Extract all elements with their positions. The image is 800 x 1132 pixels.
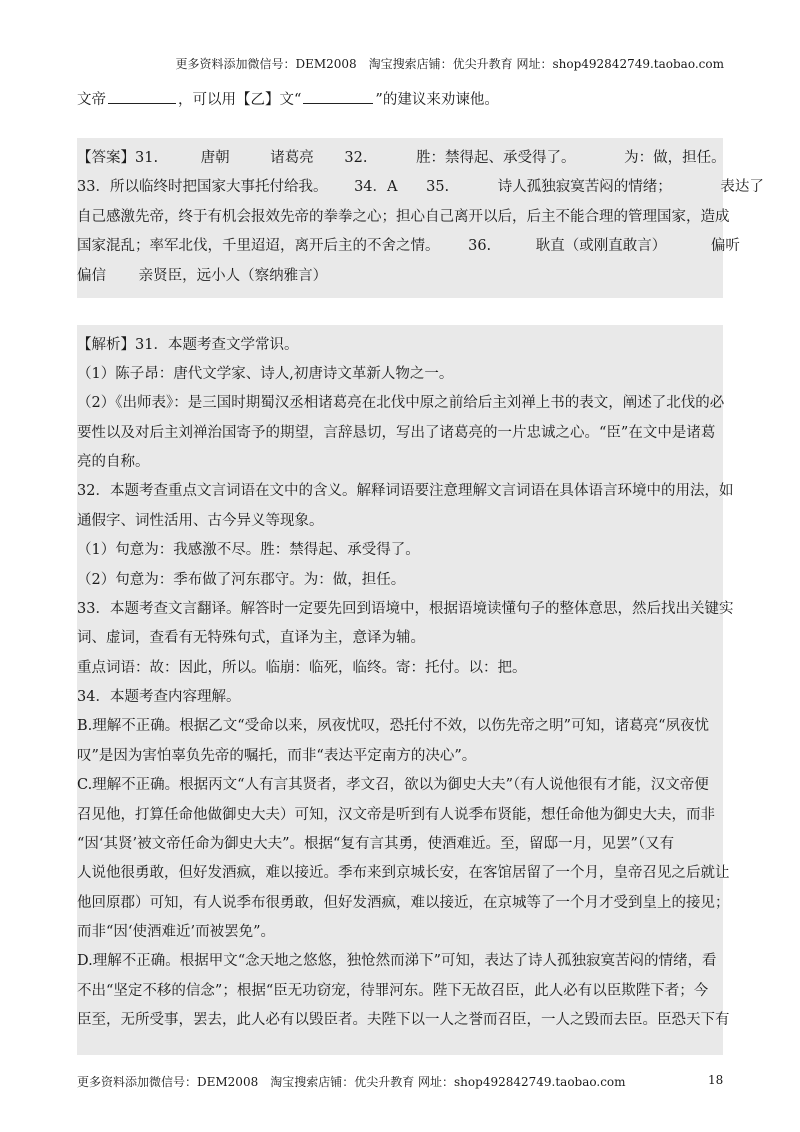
page-footer: 更多资料添加微信号：DEM2008 淘宝搜索店铺：优尖升教育 网址：shop492842749.taobao.com bbox=[77, 1075, 626, 1089]
answer-line bbox=[77, 177, 764, 197]
answer-36b: 偏听 bbox=[710, 238, 740, 254]
analysis-line: 而非“因‘使酒难近’而被罢免”。 bbox=[77, 924, 276, 940]
answer-line bbox=[77, 236, 740, 256]
page-header: 更多资料添加微信号：DEM2008 淘宝搜索店铺：优尖升教育 网址：shop492842749.taobao.com bbox=[175, 57, 724, 71]
analysis-line: C.理解不正确。根据丙文“人有言其贤者，孝文召，欲以为御史大夫”（有人说他很有才能，汉文帝便 bbox=[77, 777, 709, 793]
answer-35b: 表达了 bbox=[720, 179, 764, 195]
answer-line bbox=[77, 148, 726, 168]
answer-35-num: 35. bbox=[426, 179, 450, 195]
answer-line bbox=[77, 266, 723, 286]
analysis-line: （2）《出师表》：是三国时期蜀汉丞相诸葛亮在北伐中原之前给后主刘禅上书的表文，阐述了北伐的必 bbox=[77, 395, 725, 411]
answer-34: 34．A bbox=[354, 179, 398, 195]
analysis-line: （1）陈子昂：唐代文学家、诗人,初唐诗文革新人物之一。 bbox=[77, 366, 454, 382]
analysis-line: 词、虚词，查看有无特殊句式，直译为主，意译为辅。 bbox=[77, 630, 425, 646]
answer-31b: 诸葛亮 bbox=[270, 150, 314, 166]
analysis-line: 要性以及对后主刘禅治国寄予的期望，言辞恳切，写出了诸葛亮的一片忠诚之心。“臣”在文中是诸葛 bbox=[77, 425, 716, 441]
blank-underline bbox=[303, 91, 373, 104]
blank-underline bbox=[108, 91, 176, 104]
analysis-line: 臣至，无所受事，罢去，此人必有以毁臣者。夫陛下以一人之誉而召臣，一人之毁而去臣。臣恐天下有 bbox=[77, 1012, 730, 1028]
analysis-line: 32．本题考查重点文言词语在文中的含义。解释词语要注意理解文言词语在具体语言环境中的用法，如 bbox=[77, 483, 734, 499]
analysis-line: （2）句意为：季布做了河东郡守。为：做，担任。 bbox=[77, 572, 406, 588]
answer-36d: 亲贤臣，远小人（察纳雅言） bbox=[138, 268, 328, 284]
answer-label: 【答案】31. bbox=[77, 150, 159, 166]
answer-line: 自己感激先帝，终于有机会报效先帝的拳拳之心；担心自己离开以后，后主不能合理的管理国家，造成 bbox=[77, 209, 730, 225]
analysis-line: 叹”是因为害怕辜负先帝的嘱托，而非“表达平定南方的决心”。 bbox=[77, 748, 477, 764]
answer-32b: 为：做，担任。 bbox=[624, 150, 726, 166]
answer-31a: 唐朝 bbox=[200, 150, 230, 166]
answer-36a: 耿直（或刚直敢言） bbox=[535, 238, 667, 254]
analysis-line: 33．本题考查文言翻译。解答时一定要先回到语境中，根据语境读懂句子的整体意思，然后找出关键实 bbox=[77, 601, 734, 617]
analysis-line: 召见他，打算任命他做御史大夫）可知，汉文帝是听到有人说季布贤能，想任命他为御史大夫，而非 bbox=[77, 807, 715, 823]
analysis-line: 他回原郡）可知，有人说季布很勇敢，但好发酒疯，难以接近，在京城等了一个月才受到皇上的接见； bbox=[77, 895, 730, 911]
intro-line bbox=[77, 90, 723, 110]
answer-36-num: 36. bbox=[468, 238, 492, 254]
intro-text-b: ，可以用【乙】文“ bbox=[178, 92, 302, 108]
intro-text-a: 文帝 bbox=[77, 92, 106, 108]
answer-35a: 诗人孤独寂寞苦闷的情绪； bbox=[497, 179, 672, 195]
page-number: 18 bbox=[708, 1073, 724, 1087]
analysis-line: 人说他很勇敢，但好发酒疯，难以接近。季布来到京城长安，在客馆居留了一个月，皇帝召见之后就让 bbox=[77, 865, 730, 881]
analysis-line: “因‘其贤’被文帝任命为御史大夫”。根据“复有言其勇，使酒难近。至，留邸一月，见罢”（又有 bbox=[77, 836, 675, 852]
analysis-line: 通假字、词性活用、古今异义等现象。 bbox=[77, 513, 324, 529]
intro-text-c: ”的建议来劝谏他。 bbox=[375, 92, 499, 108]
answer-32a: 胜：禁得起、承受得了。 bbox=[416, 150, 576, 166]
analysis-line: 34．本题考查内容理解。 bbox=[77, 689, 241, 705]
analysis-line: （1）句意为：我感激不尽。胜：禁得起、承受得了。 bbox=[77, 542, 420, 558]
analysis-line: 【解析】31．本题考查文学常识。 bbox=[77, 337, 299, 353]
answer-36c: 偏信 bbox=[77, 268, 106, 284]
analysis-line: D.理解不正确。根据甲文“念天地之悠悠，独怆然而涕下”可知，表达了诗人孤独寂寞苦闷的情绪，看 bbox=[77, 953, 717, 969]
analysis-line: B.理解不正确。根据乙文“受命以来，夙夜忧叹，恐托付不效，以伤先帝之明”可知，诸葛亮“夙夜忧 bbox=[77, 718, 709, 734]
answer-35c: 国家混乱；率军北伐，千里迢迢，离开后主的不舍之情。 bbox=[77, 238, 440, 254]
analysis-line: 不出“坚定不移的信念”；根据“臣无功窃宠，待罪河东。陛下无故召臣，此人必有以臣欺陛下者；今 bbox=[77, 983, 709, 999]
analysis-line: 重点词语：故：因此，所以。临崩：临死，临终。寄：托付。以：把。 bbox=[77, 660, 527, 676]
answer-33: 33．所以临终时把国家大事托付给我。 bbox=[77, 179, 328, 195]
answer-32-num: 32. bbox=[344, 150, 368, 166]
analysis-line: 亮的自称。 bbox=[77, 454, 150, 470]
